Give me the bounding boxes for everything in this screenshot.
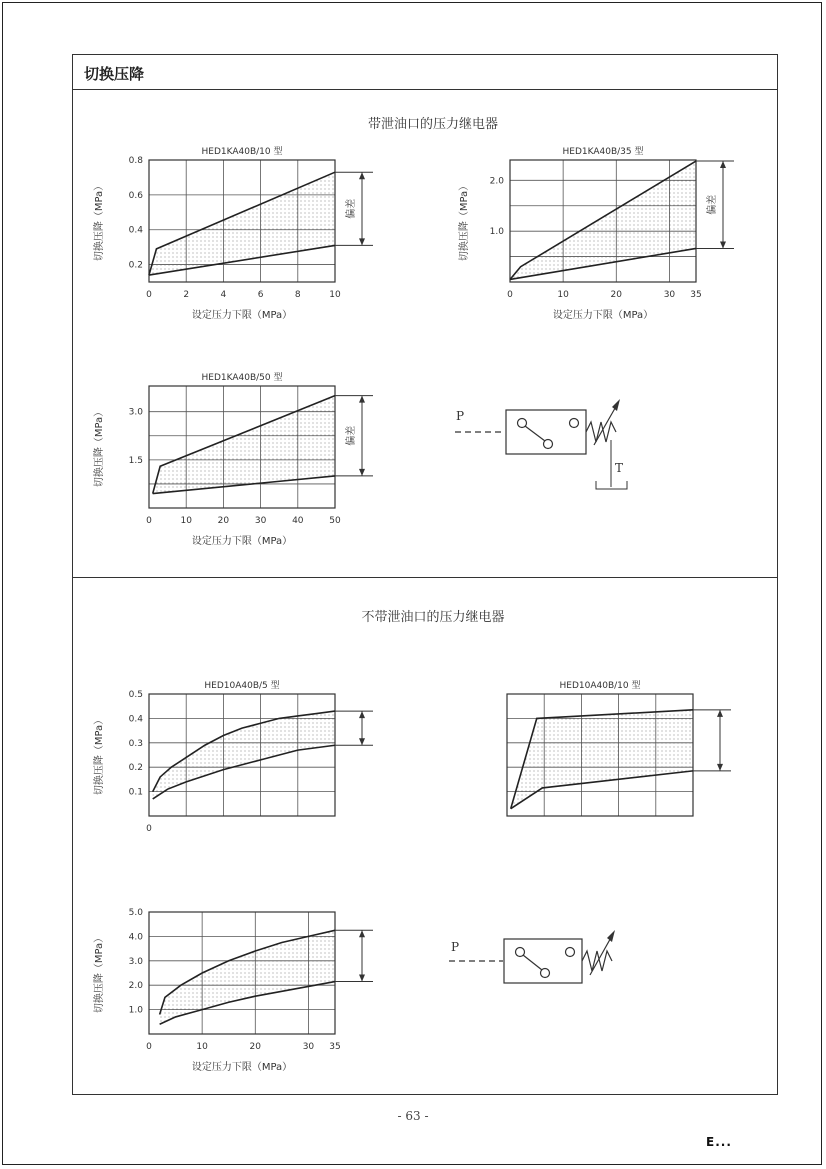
port-p-label: P (456, 409, 465, 423)
bracket-arrow-down (359, 469, 365, 476)
chart-hed1ka40b-35 (445, 140, 765, 330)
x-tick-label: 20 (249, 1042, 262, 1052)
y-tick-label: 1.5 (128, 455, 143, 466)
y-tick-label: 0.6 (128, 190, 143, 201)
y-tick-label: 0.2 (128, 763, 143, 774)
group-title-without-drain: 不带泄油口的压力继电器 (361, 610, 505, 625)
deviation-band (153, 711, 335, 799)
y-axis-label: 切换压降（MPa） (94, 180, 105, 262)
bracket-arrow-down (720, 241, 726, 248)
x-tick-label: 20 (610, 290, 623, 300)
deviation-label: 偏差 (707, 194, 718, 215)
x-tick-label: 0 (146, 290, 152, 300)
deviation-label: 偏差 (346, 198, 357, 219)
bracket-arrow-up (359, 172, 365, 179)
x-tick-label: 30 (302, 1042, 315, 1052)
x-tick-label: 8 (294, 290, 301, 300)
chart-hed10a40b-5 (80, 670, 400, 840)
chart-hed10a40b-35 (80, 900, 400, 1090)
y-axis-label: 切换压降（MPa） (94, 406, 105, 488)
x-tick-label: 20 (217, 516, 230, 526)
page-number: - 63 - (397, 1109, 429, 1123)
x-tick-label: 10 (557, 290, 569, 300)
x-tick-label: 30 (663, 290, 676, 300)
bracket-arrow-up (720, 161, 726, 168)
corner-mark: E... (706, 1135, 732, 1149)
x-tick-label: 2 (183, 290, 190, 300)
bracket-arrow-down (359, 738, 365, 745)
x-tick-label: 35 (329, 1042, 341, 1052)
x-tick-label: 0 (146, 824, 152, 834)
spring-adjust-arrow (594, 403, 618, 445)
bracket-arrow-up (359, 930, 365, 937)
chart-title: HED1KA40B/10 型 (201, 147, 283, 157)
y-tick-label: 0.4 (128, 714, 143, 725)
spring-icon (582, 951, 612, 971)
section-divider (72, 577, 778, 578)
x-tick-label: 10 (329, 290, 341, 300)
bracket-arrow-up (359, 711, 365, 718)
bracket-arrow-down (359, 975, 365, 982)
chart-title: HED1KA40B/35 型 (562, 147, 644, 157)
y-tick-label: 0.8 (128, 156, 143, 166)
x-tick-label: 50 (329, 516, 341, 526)
x-axis-label: 设定压力下限（MPa） (552, 310, 654, 321)
section-header (72, 54, 778, 90)
x-tick-label: 4 (220, 290, 227, 300)
x-tick-label: 0 (507, 290, 513, 300)
deviation-label: 偏差 (346, 425, 357, 446)
port-t-label: T (615, 461, 624, 475)
bracket-arrow-up (717, 710, 723, 717)
x-tick-label: 0 (146, 1042, 152, 1052)
y-tick-label: 2.0 (128, 981, 143, 992)
x-tick-label: 0 (146, 516, 152, 526)
valve-port-right (570, 419, 579, 428)
x-tick-label: 6 (257, 290, 264, 300)
valve-port-right (566, 948, 575, 957)
chart-hed1ka40b-10 (80, 140, 400, 330)
chart-title: HED1KA40B/50 型 (201, 373, 283, 383)
x-tick-label: 10 (196, 1042, 208, 1052)
arrow-head (607, 930, 615, 942)
chart-hed1ka40b-50 (80, 366, 400, 556)
chart-hed10a40b-10 (445, 670, 765, 840)
y-tick-label: 0.5 (128, 690, 143, 700)
x-tick-label: 40 (292, 516, 304, 526)
bracket-arrow-down (359, 238, 365, 245)
group-title-with-drain: 带泄油口的压力继电器 (367, 117, 498, 132)
x-axis-label: 设定压力下限（MPa） (191, 1062, 293, 1073)
bracket-arrow-up (359, 396, 365, 403)
arrow-head (612, 399, 620, 411)
y-tick-label: 5.0 (128, 908, 143, 918)
y-tick-label: 3.0 (128, 407, 143, 418)
bracket-arrow-down (717, 764, 723, 771)
y-tick-label: 0.4 (128, 225, 143, 236)
y-tick-label: 4.0 (128, 932, 143, 943)
y-tick-label: 3.0 (128, 956, 143, 967)
y-tick-label: 0.3 (128, 738, 143, 749)
x-axis-label: 设定压力下限（MPa） (191, 310, 293, 321)
y-tick-label: 0.2 (128, 260, 143, 271)
y-axis-label: 切换压降（MPa） (459, 180, 470, 262)
y-tick-label: 2.0 (489, 176, 504, 187)
y-tick-label: 1.0 (489, 227, 504, 238)
x-tick-label: 35 (690, 290, 702, 300)
chart-title: HED10A40B/10 型 (559, 681, 641, 691)
section-title: 切换压降 (84, 65, 145, 83)
y-tick-label: 1.0 (128, 1005, 143, 1016)
symbol-without-drain (445, 925, 635, 995)
x-tick-label: 30 (254, 516, 267, 526)
x-tick-label: 10 (180, 516, 192, 526)
chart-title: HED10A40B/5 型 (204, 681, 280, 691)
y-axis-label: 切换压降（MPa） (94, 932, 105, 1014)
port-p-label: P (451, 940, 460, 954)
deviation-band (511, 710, 693, 809)
x-axis-label: 设定压力下限（MPa） (191, 536, 293, 547)
y-tick-label: 0.1 (128, 787, 143, 798)
symbol-with-drain (450, 395, 640, 495)
y-axis-label: 切换压降（MPa） (94, 714, 105, 796)
deviation-band (510, 161, 696, 279)
